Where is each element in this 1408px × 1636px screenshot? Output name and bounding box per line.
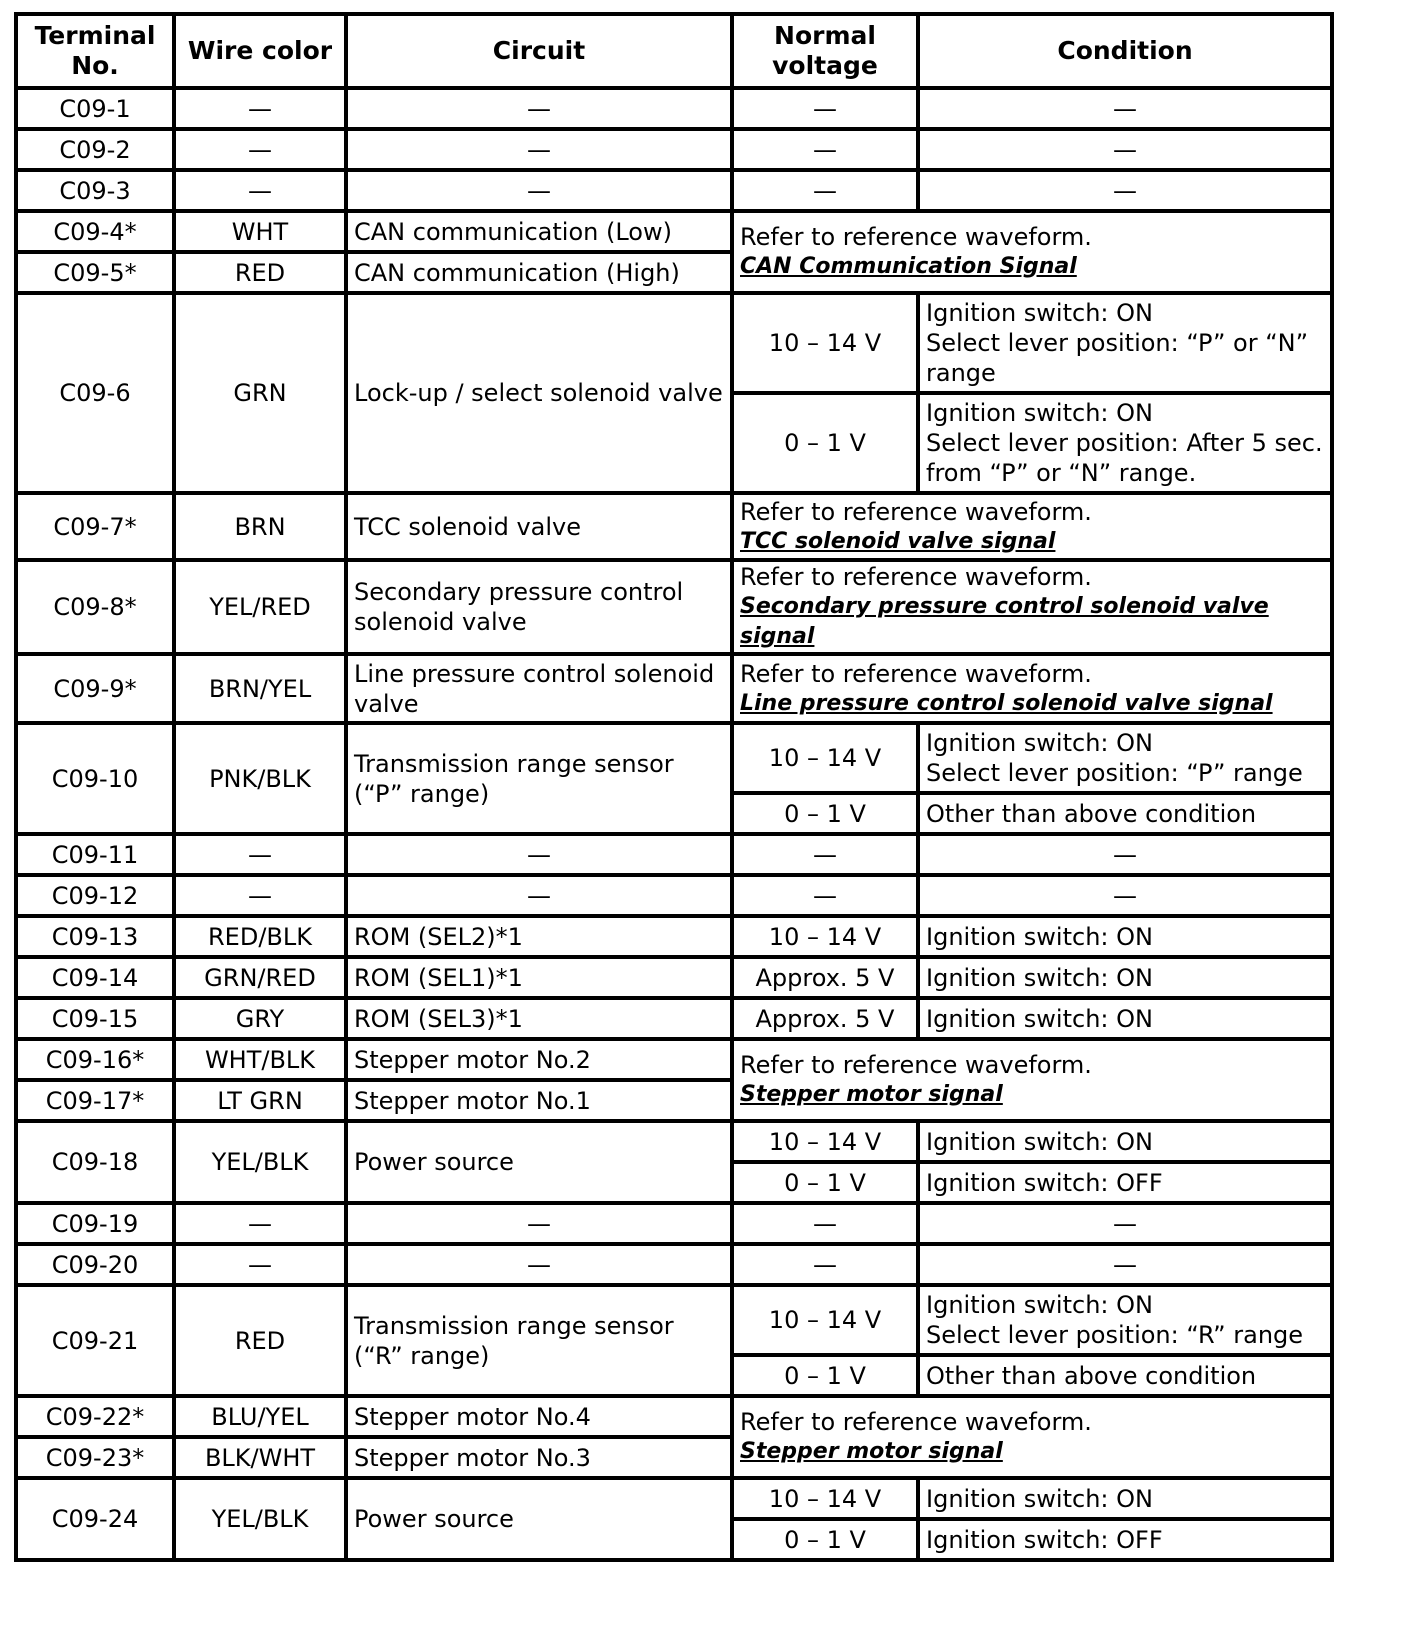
header-circuit: Circuit	[346, 14, 732, 88]
table-row	[16, 916, 1332, 957]
table-row	[16, 834, 1332, 875]
circuit-cell: Line pressure control solenoid valve	[346, 654, 732, 723]
wire-cell: RED	[174, 252, 346, 293]
table-row	[16, 493, 1332, 560]
wire-cell: —	[174, 170, 346, 211]
voltage-cell: 0 – 1 V	[732, 793, 918, 834]
voltage-cell: 10 – 14 V	[732, 293, 918, 393]
condition-cell: Ignition switch: OFF	[918, 1519, 1332, 1560]
terminal-cell: C09-8*	[16, 560, 174, 654]
terminal-cell: C09-22*	[16, 1396, 174, 1437]
terminal-cell: C09-10	[16, 723, 174, 834]
table-row	[16, 957, 1332, 998]
table-row	[16, 1244, 1332, 1285]
waveform-link[interactable]: Secondary pressure control solenoid valve signal	[740, 594, 1269, 649]
table-row	[16, 211, 1332, 252]
voltage-cell: 0 – 1 V	[732, 1162, 918, 1203]
reference-text: Refer to reference waveform.	[740, 1408, 1092, 1436]
reference-cell	[732, 654, 1332, 723]
voltage-cell: —	[732, 88, 918, 129]
condition-cell: Ignition switch: ON Select lever position: “P” range	[918, 723, 1332, 793]
voltage-cell: —	[732, 834, 918, 875]
reference-cell	[732, 1396, 1332, 1478]
reference-cell	[732, 493, 1332, 560]
voltage-cell: Approx. 5 V	[732, 957, 918, 998]
condition-cell: Ignition switch: ON Select lever position: “P” or “N” range	[918, 293, 1332, 393]
condition-cell: Ignition switch: ON	[918, 1478, 1332, 1519]
header-condition: Condition	[918, 14, 1332, 88]
circuit-cell: ROM (SEL3)*1	[346, 998, 732, 1039]
voltage-cell: 10 – 14 V	[732, 723, 918, 793]
terminal-table	[14, 12, 1334, 1562]
wire-cell: —	[174, 129, 346, 170]
condition-cell: Other than above condition	[918, 1355, 1332, 1396]
table-row	[16, 88, 1332, 129]
circuit-cell: ROM (SEL2)*1	[346, 916, 732, 957]
wire-cell: WHT/BLK	[174, 1039, 346, 1080]
circuit-cell: Secondary pressure control solenoid valve	[346, 560, 732, 654]
wire-cell: LT GRN	[174, 1080, 346, 1121]
circuit-cell: —	[346, 129, 732, 170]
terminal-cell: C09-2	[16, 129, 174, 170]
condition-cell: —	[918, 834, 1332, 875]
wire-cell: GRY	[174, 998, 346, 1039]
waveform-link[interactable]: Line pressure control solenoid valve signal	[740, 690, 1273, 716]
wire-cell: BRN/YEL	[174, 654, 346, 723]
table-row	[16, 170, 1332, 211]
table-row	[16, 293, 1332, 393]
header-wire-color: Wire color	[174, 14, 346, 88]
condition-cell: —	[918, 1203, 1332, 1244]
terminal-cell: C09-9*	[16, 654, 174, 723]
table-row	[16, 875, 1332, 916]
voltage-cell: —	[732, 1244, 918, 1285]
reference-text: Refer to reference waveform.	[740, 1051, 1092, 1079]
circuit-cell: TCC solenoid valve	[346, 493, 732, 560]
terminal-cell: C09-24	[16, 1478, 174, 1560]
circuit-cell: —	[346, 170, 732, 211]
condition-cell: Ignition switch: ON	[918, 916, 1332, 957]
circuit-cell: CAN communication (Low)	[346, 211, 732, 252]
voltage-cell: 10 – 14 V	[732, 1285, 918, 1355]
reference-text: Refer to reference waveform.	[740, 497, 1092, 526]
circuit-cell: Stepper motor No.2	[346, 1039, 732, 1080]
wire-cell: —	[174, 875, 346, 916]
wire-cell: PNK/BLK	[174, 723, 346, 834]
condition-cell: Ignition switch: ON	[918, 1121, 1332, 1162]
circuit-cell: —	[346, 88, 732, 129]
reference-cell	[732, 211, 1332, 293]
wire-cell: —	[174, 834, 346, 875]
header-normal-voltage: Normal voltage	[732, 14, 918, 88]
waveform-link[interactable]: Stepper motor signal	[740, 1439, 1003, 1464]
condition-cell: —	[918, 1244, 1332, 1285]
terminal-cell: C09-14	[16, 957, 174, 998]
waveform-link[interactable]: Stepper motor signal	[740, 1082, 1003, 1107]
condition-cell: —	[918, 88, 1332, 129]
reference-text: Refer to reference waveform.	[740, 223, 1092, 251]
reference-cell	[732, 560, 1332, 654]
table-row	[16, 1121, 1332, 1162]
terminal-cell: C09-23*	[16, 1437, 174, 1478]
circuit-cell: ROM (SEL1)*1	[346, 957, 732, 998]
wire-cell: BLU/YEL	[174, 1396, 346, 1437]
voltage-cell: 10 – 14 V	[732, 1121, 918, 1162]
voltage-cell: Approx. 5 V	[732, 998, 918, 1039]
circuit-cell: —	[346, 1203, 732, 1244]
voltage-cell: 10 – 14 V	[732, 916, 918, 957]
circuit-cell: Power source	[346, 1478, 732, 1560]
wire-cell: GRN	[174, 293, 346, 493]
circuit-cell: —	[346, 1244, 732, 1285]
wire-cell: —	[174, 1203, 346, 1244]
voltage-cell: 10 – 14 V	[732, 1478, 918, 1519]
table-row	[16, 1039, 1332, 1080]
terminal-cell: C09-16*	[16, 1039, 174, 1080]
table-row	[16, 654, 1332, 723]
header-terminal: Terminal No.	[16, 14, 174, 88]
circuit-cell: Transmission range sensor (“R” range)	[346, 1285, 732, 1396]
wire-cell: YEL/BLK	[174, 1478, 346, 1560]
terminal-cell: C09-4*	[16, 211, 174, 252]
terminal-cell: C09-15	[16, 998, 174, 1039]
reference-cell	[732, 1039, 1332, 1121]
voltage-cell: 0 – 1 V	[732, 393, 918, 493]
condition-cell: Ignition switch: OFF	[918, 1162, 1332, 1203]
wire-cell: RED/BLK	[174, 916, 346, 957]
circuit-cell: Power source	[346, 1121, 732, 1203]
terminal-cell: C09-18	[16, 1121, 174, 1203]
waveform-link[interactable]: CAN Communication Signal	[740, 254, 1077, 279]
table-row	[16, 998, 1332, 1039]
wire-cell: —	[174, 1244, 346, 1285]
terminal-cell: C09-6	[16, 293, 174, 493]
waveform-link[interactable]: TCC solenoid valve signal	[740, 528, 1056, 554]
terminal-cell: C09-20	[16, 1244, 174, 1285]
header-row	[16, 14, 1332, 88]
condition-cell: —	[918, 170, 1332, 211]
wire-cell: RED	[174, 1285, 346, 1396]
reference-text: Refer to reference waveform.	[740, 659, 1092, 688]
reference-text: Refer to reference waveform.	[740, 563, 1092, 591]
wire-cell: GRN/RED	[174, 957, 346, 998]
table-row	[16, 1285, 1332, 1355]
wire-cell: YEL/BLK	[174, 1121, 346, 1203]
table-row	[16, 560, 1332, 654]
voltage-cell: —	[732, 875, 918, 916]
circuit-cell: —	[346, 875, 732, 916]
voltage-cell: —	[732, 1203, 918, 1244]
condition-cell: —	[918, 129, 1332, 170]
circuit-cell: Stepper motor No.4	[346, 1396, 732, 1437]
circuit-cell: Lock-up / select solenoid valve	[346, 293, 732, 493]
wire-cell: —	[174, 88, 346, 129]
terminal-cell: C09-3	[16, 170, 174, 211]
wire-cell: BLK/WHT	[174, 1437, 346, 1478]
condition-cell: Ignition switch: ON	[918, 998, 1332, 1039]
table-row	[16, 129, 1332, 170]
circuit-cell: Stepper motor No.3	[346, 1437, 732, 1478]
table-row	[16, 723, 1332, 793]
voltage-cell: —	[732, 129, 918, 170]
circuit-cell: —	[346, 834, 732, 875]
condition-cell: Ignition switch: ON Select lever position: “R” range	[918, 1285, 1332, 1355]
terminal-cell: C09-12	[16, 875, 174, 916]
circuit-cell: Transmission range sensor (“P” range)	[346, 723, 732, 834]
terminal-cell: C09-5*	[16, 252, 174, 293]
table-row	[16, 1396, 1332, 1437]
table-row	[16, 1203, 1332, 1244]
terminal-cell: C09-11	[16, 834, 174, 875]
terminal-cell: C09-7*	[16, 493, 174, 560]
condition-cell: Other than above condition	[918, 793, 1332, 834]
circuit-cell: Stepper motor No.1	[346, 1080, 732, 1121]
condition-cell: —	[918, 875, 1332, 916]
wire-cell: YEL/RED	[174, 560, 346, 654]
terminal-cell: C09-13	[16, 916, 174, 957]
voltage-cell: —	[732, 170, 918, 211]
terminal-cell: C09-1	[16, 88, 174, 129]
voltage-cell: 0 – 1 V	[732, 1355, 918, 1396]
wire-cell: WHT	[174, 211, 346, 252]
terminal-cell: C09-21	[16, 1285, 174, 1396]
condition-cell: Ignition switch: ON Select lever position: After 5 sec. from “P” or “N” range.	[918, 393, 1332, 493]
wire-cell: BRN	[174, 493, 346, 560]
condition-cell: Ignition switch: ON	[918, 957, 1332, 998]
terminal-cell: C09-19	[16, 1203, 174, 1244]
voltage-cell: 0 – 1 V	[732, 1519, 918, 1560]
circuit-cell: CAN communication (High)	[346, 252, 732, 293]
terminal-cell: C09-17*	[16, 1080, 174, 1121]
table-row	[16, 1478, 1332, 1519]
